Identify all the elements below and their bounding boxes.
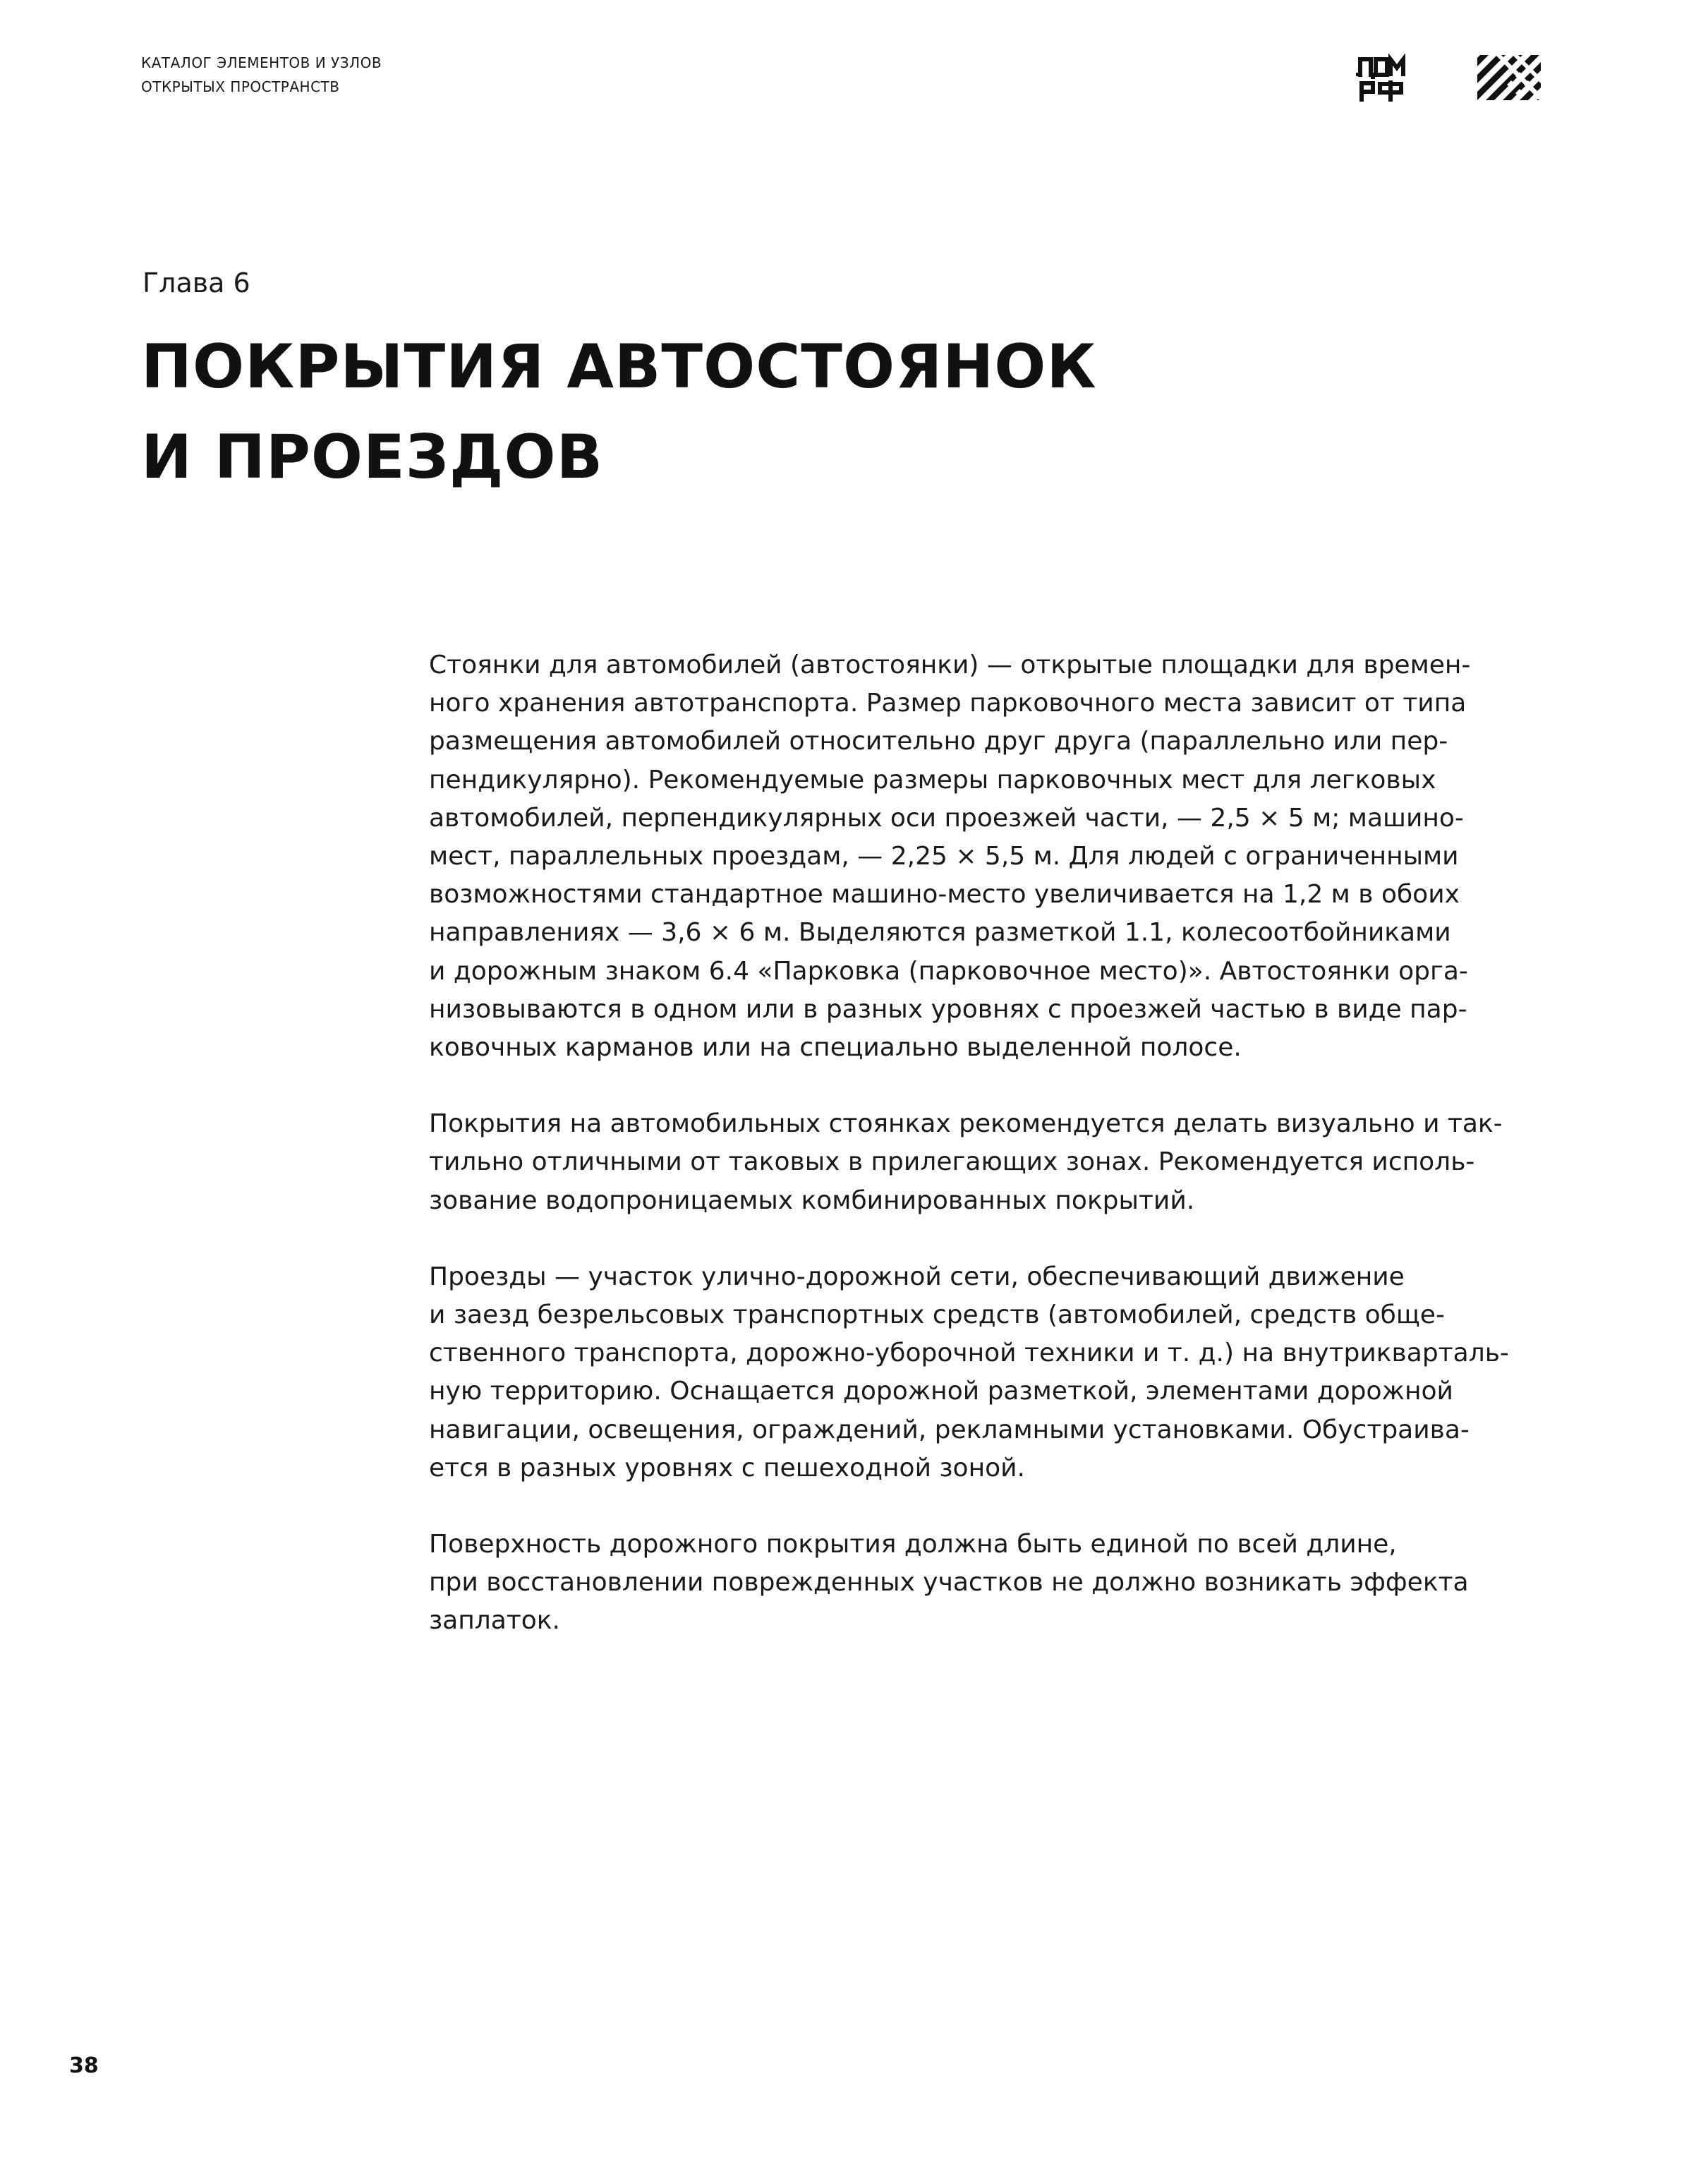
page-number: 38 xyxy=(69,2053,99,2078)
text-line: зование водопроницаемых комбинированных покрытий. xyxy=(429,1185,1195,1215)
text-line: Проезды — участок улично-дорожной сети, обеспечивающий движение xyxy=(429,1262,1405,1291)
diagonal-stripe-pattern-logo-icon xyxy=(1477,55,1541,100)
paragraph-road-surface xyxy=(429,1526,1558,1641)
chapter-title-line-2: И ПРОЕЗДОВ xyxy=(141,422,604,493)
text-line: заплаток. xyxy=(429,1606,560,1636)
text-line: Стоянки для автомобилей (автостоянки) — открытые площадки для времен- xyxy=(429,651,1471,680)
text-line: при восстановлении поврежденных участков не должно возникать эффекта xyxy=(429,1568,1469,1598)
running-header-line-2: ОТКРЫТЫХ ПРОСТРАНСТВ xyxy=(141,78,340,95)
text-line: ственного транспорта, дорожно-уборочной техники и т. д.) на внутрикварталь- xyxy=(429,1339,1509,1368)
paragraph-driveways xyxy=(429,1258,1558,1487)
text-line: возможностями стандартное машино-место увеличивается на 1,2 м в обоих xyxy=(429,880,1460,910)
dom-rf-logo-icon xyxy=(1356,54,1410,103)
chapter-label: Глава 6 xyxy=(143,267,250,298)
text-line: размещения автомобилей относительно друг друга (параллельно или пер- xyxy=(429,727,1448,756)
text-line: ется в разных уровнях с пешеходной зоной. xyxy=(429,1453,1025,1483)
chapter-title-line-1: ПОКРЫТИЯ АВТОСТОЯНОК xyxy=(141,332,1097,402)
body-text xyxy=(429,646,1558,1679)
text-line: и заезд безрельсовых транспортных средств (автомобилей, средств обще- xyxy=(429,1300,1445,1330)
text-line: ную территорию. Оснащается дорожной разметкой, элементами дорожной xyxy=(429,1377,1453,1406)
text-line: направлениях — 3,6 × 6 м. Выделяются разметкой 1.1, колесоотбойниками xyxy=(429,918,1451,948)
text-line: пендикулярно). Рекомендуемые размеры парковочных мест для легковых xyxy=(429,765,1436,795)
text-line: Покрытия на автомобильных стоянках рекомендуется делать визуально и так- xyxy=(429,1109,1503,1139)
text-line: автомобилей, перпендикулярных оси проезжей части, — 2,5 × 5 м; машино- xyxy=(429,803,1464,833)
text-line: навигации, освещения, ограждений, рекламными установками. Обустраива- xyxy=(429,1415,1470,1444)
text-line: тильно отличными от таковых в прилегающих зонах. Рекомендуется исполь- xyxy=(429,1147,1475,1177)
running-header-line-1: КАТАЛОГ ЭЛЕМЕНТОВ И УЗЛОВ xyxy=(141,54,382,71)
chapter-title xyxy=(141,322,1097,502)
paragraph-parking xyxy=(429,646,1558,1067)
text-line: мест, параллельных проездам, — 2,25 × 5,5 м. Для людей с ограниченными xyxy=(429,842,1459,871)
text-line: Поверхность дорожного покрытия должна быть единой по всей длине, xyxy=(429,1530,1397,1559)
text-line: ковочных карманов или на специально выделенной полосе. xyxy=(429,1033,1242,1063)
text-line: и дорожным знаком 6.4 «Парковка (парковочное место)». Автостоянки орга- xyxy=(429,956,1468,986)
text-line: низовываются в одном или в разных уровнях с проезжей частью в виде пар- xyxy=(429,994,1467,1024)
text-line: ного хранения автотранспорта. Размер парковочного места зависит от типа xyxy=(429,689,1467,718)
running-header xyxy=(141,51,382,99)
paragraph-parking-surfaces xyxy=(429,1105,1558,1220)
